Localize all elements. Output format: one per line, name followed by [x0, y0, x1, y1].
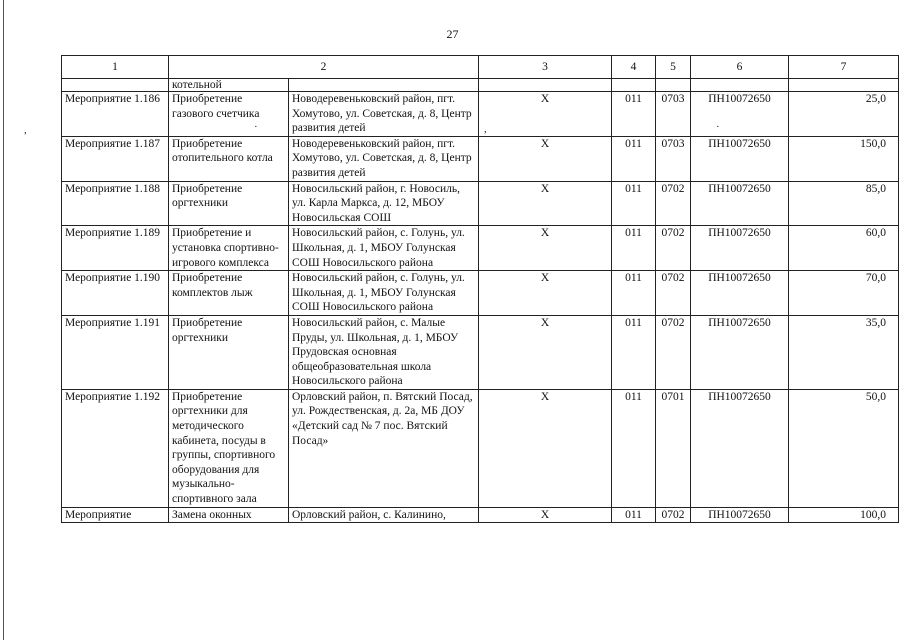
cell-col5: 0702: [656, 226, 691, 271]
cell-event: Мероприятие: [62, 507, 169, 523]
cell-col3: Х: [479, 271, 612, 316]
table-row: [62, 181, 899, 226]
cell-col5: 0701: [656, 389, 691, 507]
table-row: [62, 136, 899, 181]
cell-item: Приобретение отопительного котла: [169, 136, 289, 181]
cell-address: [289, 79, 479, 92]
cell-item: Приобретение оргтехники: [169, 181, 289, 226]
cell-col6: ПН10072650: [691, 136, 789, 181]
scan-speck: ,: [24, 124, 27, 136]
cell-col6: ПН10072650: [691, 507, 789, 523]
cell-col4: [612, 79, 656, 92]
cell-event: [62, 79, 169, 92]
cell-col4: 011: [612, 226, 656, 271]
continuation-row: [62, 79, 899, 92]
cell-event: Мероприятие 1.188: [62, 181, 169, 226]
table-row: [62, 271, 899, 316]
cell-event: Мероприятие 1.186: [62, 92, 169, 137]
cell-col3: Х: [479, 92, 612, 137]
cell-col4: 011: [612, 92, 656, 137]
cell-col7: 50,0: [789, 389, 899, 507]
cell-col3: Х: [479, 507, 612, 523]
scan-speck: ,: [484, 123, 487, 135]
cell-col3: Х: [479, 136, 612, 181]
cell-event: Мероприятие 1.189: [62, 226, 169, 271]
cell-item: котельной: [169, 79, 289, 92]
appropriations-table: [61, 55, 899, 523]
cell-col7: 60,0: [789, 226, 899, 271]
cell-col6: ПН10072650: [691, 92, 789, 137]
cell-item: Приобретение оргтехники: [169, 315, 289, 389]
cell-col4: 011: [612, 315, 656, 389]
cell-col4: 011: [612, 271, 656, 316]
cell-col6: [691, 79, 789, 92]
cell-col6: ПН10072650: [691, 389, 789, 507]
scan-edge-line: [3, 0, 4, 640]
header-col-7: 7: [789, 56, 899, 79]
cell-col5: 0702: [656, 315, 691, 389]
header-col-5: 5: [656, 56, 691, 79]
cell-event: Мероприятие 1.187: [62, 136, 169, 181]
cell-col7: 35,0: [789, 315, 899, 389]
cell-item: Приобретение газового счетчика: [169, 92, 289, 137]
header-col-4: 4: [612, 56, 656, 79]
page-number: 27: [446, 27, 459, 41]
cell-col6: ПН10072650: [691, 271, 789, 316]
cell-event: Мероприятие 1.190: [62, 271, 169, 316]
table-row: [62, 226, 899, 271]
table-row: [62, 389, 899, 507]
cell-col5: [656, 79, 691, 92]
header-row: [62, 56, 899, 79]
cell-col4: 011: [612, 507, 656, 523]
cell-col3: Х: [479, 181, 612, 226]
cell-address: Новодеревеньковский район, пгт. Хомутово, ул. Советская, д. 8, Центр развития детей: [289, 92, 479, 137]
cell-col6: ПН10072650: [691, 181, 789, 226]
cell-col7: 100,0: [789, 507, 899, 523]
cell-col5: 0702: [656, 271, 691, 316]
header-col-3: 3: [479, 56, 612, 79]
cell-address: Новосильский район, г. Новосиль, ул. Карла Маркса, д. 12, МБОУ Новосильская СОШ: [289, 181, 479, 226]
cell-col7: 25,0: [789, 92, 899, 137]
cell-col3: Х: [479, 226, 612, 271]
cell-item: Замена оконных: [169, 507, 289, 523]
cell-event: Мероприятие 1.191: [62, 315, 169, 389]
cell-address: Новодеревеньковский район, пгт. Хомутово, ул. Советская, д. 8, Центр развития детей: [289, 136, 479, 181]
cell-col6: ПН10072650: [691, 226, 789, 271]
cell-address: Орловский район, п. Вятский Посад, ул. Рождественская, д. 2а, МБ ДОУ «Детский сад № 7 пос. Вятский Посад»: [289, 389, 479, 507]
cell-col3: Х: [479, 389, 612, 507]
cell-item: Приобретение оргтехники для методического кабинета, посуды в группы, спортивного оборудования для музыкально-спортивного зала: [169, 389, 289, 507]
cell-col7: 150,0: [789, 136, 899, 181]
header-col-6: 6: [691, 56, 789, 79]
scan-speck: ·: [254, 121, 258, 133]
cell-address: Новосильский район, с. Голунь, ул. Школьная, д. 1, МБОУ Голунская СОШ Новосильского района: [289, 271, 479, 316]
cell-col4: 011: [612, 136, 656, 181]
cell-event: Мероприятие 1.192: [62, 389, 169, 507]
cell-col3: [479, 79, 612, 92]
table-row: [62, 92, 899, 137]
cell-col5: 0702: [656, 507, 691, 523]
cell-col7: [789, 79, 899, 92]
scan-speck: ·: [716, 121, 720, 133]
cell-address: Новосильский район, с. Малые Пруды, ул. Школьная, д. 1, МБОУ Прудовская основная общеобразовательная школа Новосильского района: [289, 315, 479, 389]
cell-address: Орловский район, с. Калинино,: [289, 507, 479, 523]
cell-col7: 70,0: [789, 271, 899, 316]
cell-item: Приобретение комплектов лыж: [169, 271, 289, 316]
cell-col7: 85,0: [789, 181, 899, 226]
table-row: [62, 507, 899, 523]
cell-col6: ПН10072650: [691, 315, 789, 389]
table-row: [62, 315, 899, 389]
cell-col4: 011: [612, 389, 656, 507]
header-col-1: 1: [62, 56, 169, 79]
cell-col3: Х: [479, 315, 612, 389]
cell-col5: 0702: [656, 181, 691, 226]
header-col-2: 2: [169, 56, 479, 79]
cell-col5: 0703: [656, 92, 691, 137]
cell-col4: 011: [612, 181, 656, 226]
cell-col5: 0703: [656, 136, 691, 181]
cell-address: Новосильский район, с. Голунь, ул. Школьная, д. 1, МБОУ Голунская СОШ Новосильского района: [289, 226, 479, 271]
cell-item: Приобретение и установка спортивно-игрового комплекса: [169, 226, 289, 271]
